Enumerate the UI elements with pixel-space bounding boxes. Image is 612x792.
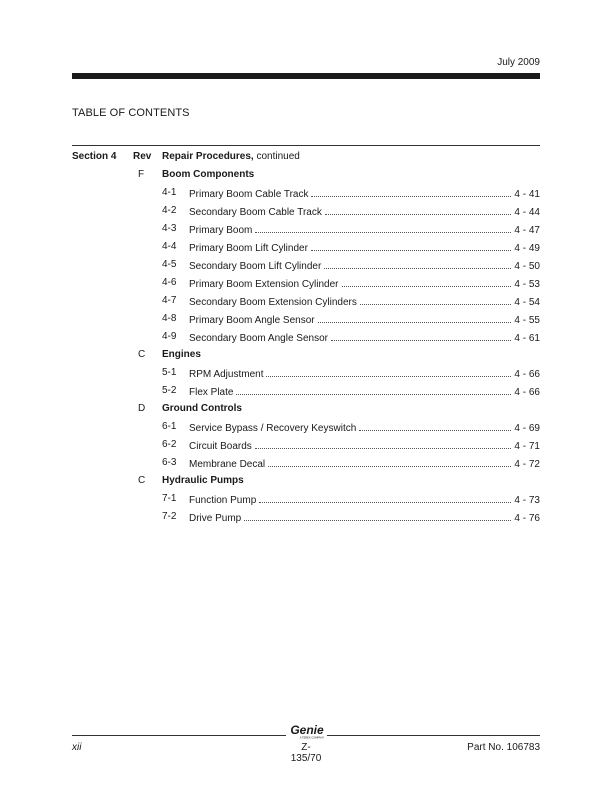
group-title: Hydraulic Pumps xyxy=(162,475,244,486)
group-rev: D xyxy=(138,403,146,414)
section-title-text: Repair Procedures, xyxy=(162,151,254,162)
entry-title: Primary Boom xyxy=(189,225,253,236)
entry-number: 5-2 xyxy=(162,385,177,396)
toc-entry[interactable] xyxy=(0,331,612,349)
group-row xyxy=(0,169,612,187)
entry-line xyxy=(189,223,540,236)
entry-page: 4 - 73 xyxy=(514,495,540,506)
footer-page-number: xii xyxy=(72,742,82,753)
entry-line xyxy=(189,277,540,290)
entry-page: 4 - 54 xyxy=(514,297,540,308)
entry-number: 4-1 xyxy=(162,187,177,198)
toc-entry[interactable] xyxy=(0,205,612,223)
entry-line xyxy=(189,367,540,380)
entry-line xyxy=(189,457,540,470)
toc-entry[interactable] xyxy=(0,385,612,403)
entry-page: 4 - 53 xyxy=(514,279,540,290)
dot-leader xyxy=(236,385,511,395)
dot-leader xyxy=(255,439,512,449)
group-title: Boom Components xyxy=(162,169,255,180)
dot-leader xyxy=(259,493,511,503)
entry-line xyxy=(189,493,540,506)
toc-entry[interactable] xyxy=(0,511,612,529)
entry-title: Secondary Boom Extension Cylinders xyxy=(189,297,357,308)
toc-entry[interactable] xyxy=(0,223,612,241)
section-row xyxy=(0,151,612,169)
entry-line xyxy=(189,241,540,254)
dot-leader xyxy=(311,187,511,197)
group-row xyxy=(0,349,612,367)
group-title: Engines xyxy=(162,349,201,360)
logo-wordmark: Genie xyxy=(290,723,324,737)
dot-leader xyxy=(325,205,512,215)
dot-leader xyxy=(311,241,512,251)
entry-page: 4 - 66 xyxy=(514,387,540,398)
dot-leader xyxy=(360,295,512,305)
section-rule xyxy=(72,145,540,146)
entry-title: Flex Plate xyxy=(189,387,234,398)
toc-entry[interactable] xyxy=(0,295,612,313)
entry-title: Membrane Decal xyxy=(189,459,266,470)
logo-tagline: A TEREX COMPANY xyxy=(299,736,325,739)
dot-leader xyxy=(244,511,511,521)
entry-page: 4 - 55 xyxy=(514,315,540,326)
group-rev: C xyxy=(138,475,146,486)
entry-number: 4-6 xyxy=(162,277,177,288)
entry-number: 6-1 xyxy=(162,421,177,432)
footer-rule-right xyxy=(327,735,540,736)
entry-number: 4-3 xyxy=(162,223,177,234)
group-rev: C xyxy=(138,349,146,360)
entry-line xyxy=(189,295,540,308)
entry-page: 4 - 69 xyxy=(514,423,540,434)
toc-entry[interactable] xyxy=(0,277,612,295)
entry-number: 4-2 xyxy=(162,205,177,216)
entry-number: 4-7 xyxy=(162,295,177,306)
entry-page: 4 - 76 xyxy=(514,513,540,524)
entry-number: 4-5 xyxy=(162,259,177,270)
entry-title: Circuit Boards xyxy=(189,441,252,452)
entry-line xyxy=(189,421,540,434)
entry-title: Service Bypass / Recovery Keyswitch xyxy=(189,423,357,434)
section-label: Section 4 xyxy=(72,151,117,162)
group-row xyxy=(0,475,612,493)
entry-page: 4 - 44 xyxy=(514,207,540,218)
dot-leader xyxy=(266,367,511,377)
entry-page: 4 - 50 xyxy=(514,261,540,272)
entry-number: 7-1 xyxy=(162,493,177,504)
section-title xyxy=(162,151,300,162)
toc-entry[interactable] xyxy=(0,367,612,385)
toc-entry[interactable] xyxy=(0,187,612,205)
group-rev: F xyxy=(138,169,145,180)
entry-page: 4 - 71 xyxy=(514,441,540,452)
entry-title: Drive Pump xyxy=(189,513,242,524)
section-title-suffix: continued xyxy=(253,151,300,162)
entry-page: 4 - 61 xyxy=(514,333,540,344)
group-title: Ground Controls xyxy=(162,403,242,414)
toc-entry[interactable] xyxy=(0,259,612,277)
dot-leader xyxy=(268,457,511,467)
dot-leader xyxy=(324,259,511,269)
entry-title: Primary Boom Extension Cylinder xyxy=(189,279,339,290)
entry-line xyxy=(189,511,540,524)
entry-number: 6-2 xyxy=(162,439,177,450)
entry-line xyxy=(189,385,540,398)
entry-title: Secondary Boom Cable Track xyxy=(189,207,322,218)
toc-entry[interactable] xyxy=(0,493,612,511)
genie-logo xyxy=(285,723,329,739)
toc-entry[interactable] xyxy=(0,421,612,439)
footer-rule-left xyxy=(72,735,286,736)
entry-title: Function Pump xyxy=(189,495,257,506)
entry-title: Secondary Boom Angle Sensor xyxy=(189,333,328,344)
dot-leader xyxy=(359,421,511,431)
entry-title: Primary Boom Lift Cylinder xyxy=(189,243,308,254)
group-row xyxy=(0,403,612,421)
header-date: July 2009 xyxy=(497,57,540,68)
footer-model: Z-135/70 xyxy=(290,742,322,764)
entry-page: 4 - 66 xyxy=(514,369,540,380)
entry-number: 4-9 xyxy=(162,331,177,342)
entry-line xyxy=(189,313,540,326)
footer-part-number: Part No. 106783 xyxy=(467,742,540,753)
entry-page: 4 - 72 xyxy=(514,459,540,470)
entry-number: 5-1 xyxy=(162,367,177,378)
header-rule xyxy=(72,73,540,79)
toc-heading: TABLE OF CONTENTS xyxy=(72,107,190,119)
entry-title: Secondary Boom Lift Cylinder xyxy=(189,261,322,272)
dot-leader xyxy=(318,313,512,323)
entry-line xyxy=(189,259,540,272)
entry-title: RPM Adjustment xyxy=(189,369,264,380)
entry-page: 4 - 41 xyxy=(514,189,540,200)
entry-line xyxy=(189,205,540,218)
entry-number: 4-4 xyxy=(162,241,177,252)
entry-page: 4 - 49 xyxy=(514,243,540,254)
entry-line xyxy=(189,439,540,452)
entry-number: 7-2 xyxy=(162,511,177,522)
entry-number: 4-8 xyxy=(162,313,177,324)
dot-leader xyxy=(255,223,511,233)
rev-label: Rev xyxy=(133,151,152,162)
entry-page: 4 - 47 xyxy=(514,225,540,236)
toc-entry[interactable] xyxy=(0,439,612,457)
entry-line xyxy=(189,187,540,200)
toc-entry[interactable] xyxy=(0,457,612,475)
dot-leader xyxy=(342,277,512,287)
dot-leader xyxy=(331,331,511,341)
entry-number: 6-3 xyxy=(162,457,177,468)
entry-title: Primary Boom Angle Sensor xyxy=(189,315,315,326)
entry-title: Primary Boom Cable Track xyxy=(189,189,309,200)
entry-line xyxy=(189,331,540,344)
toc-entry[interactable] xyxy=(0,313,612,331)
toc-entry[interactable] xyxy=(0,241,612,259)
